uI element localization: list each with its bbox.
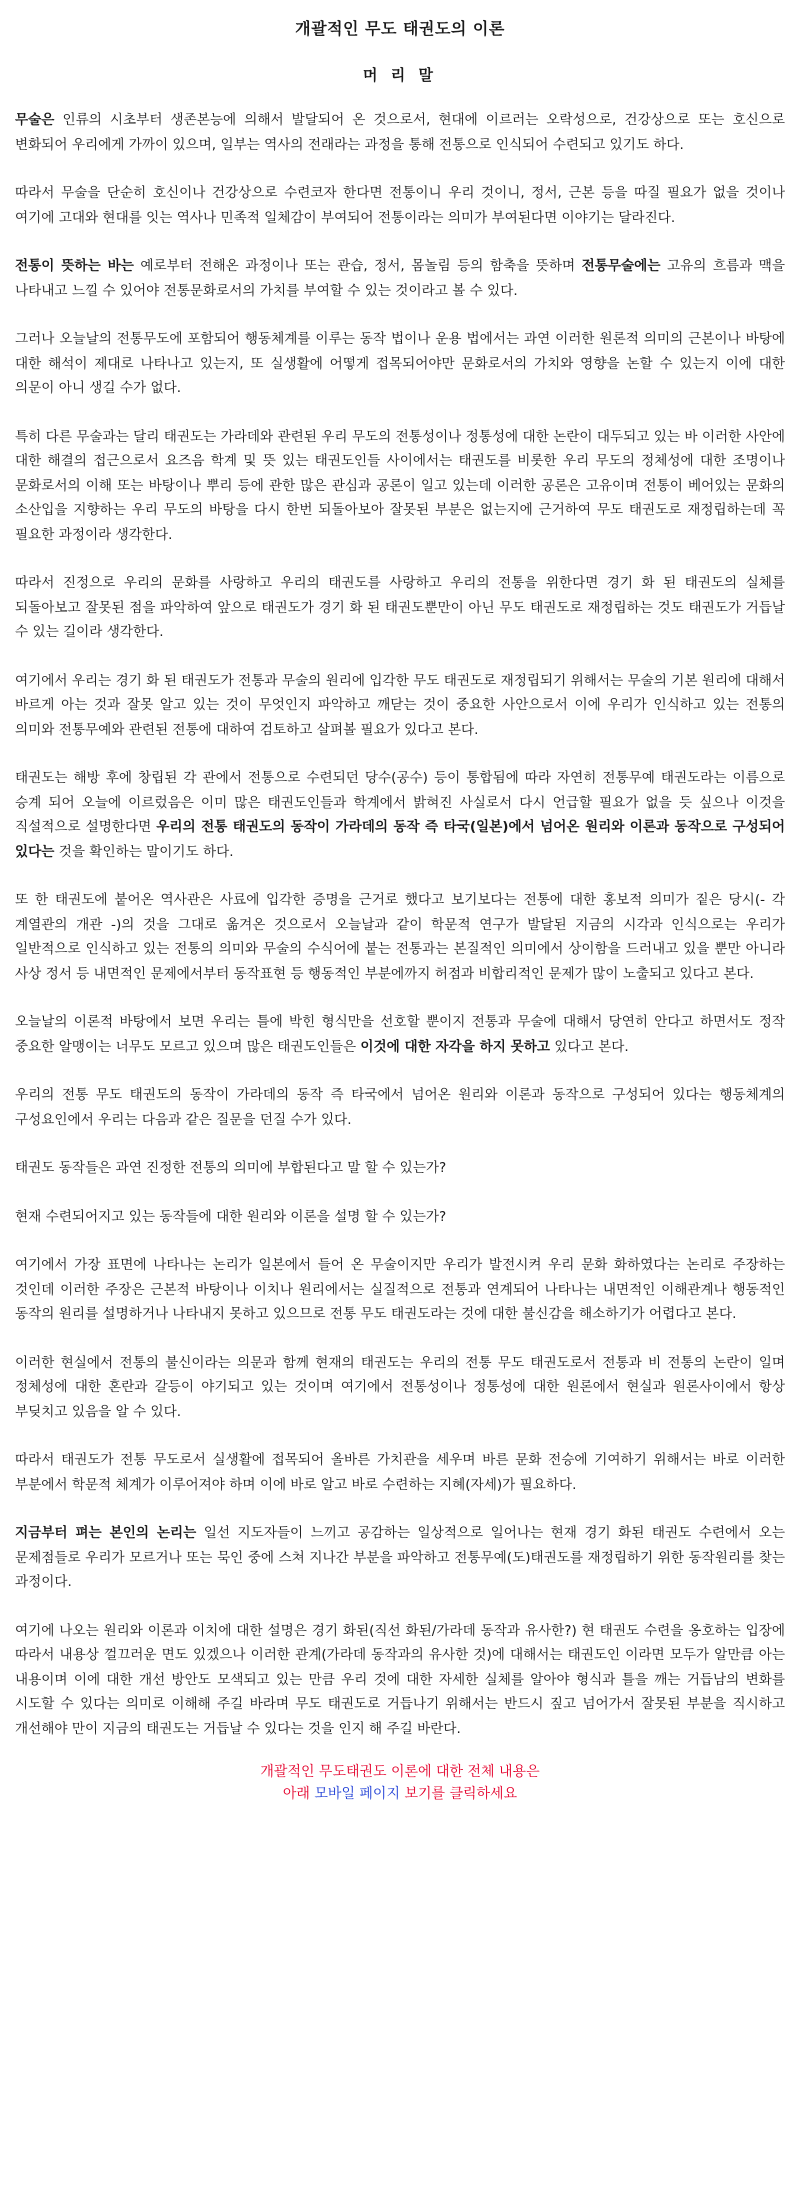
- paragraph-18: [15, 1619, 785, 1742]
- mobile-page-link[interactable]: 모바일 페이지: [314, 1786, 400, 1802]
- paragraph-1: [15, 108, 785, 157]
- paragraph-9: [15, 888, 785, 986]
- paragraph-3: [15, 254, 785, 303]
- paragraph-8-text-1: 태권도는 해방 후에 창립된 각 관에서 전통으로 수련되던 당수(공수) 등이 통합됨에 따라 자연히 전통무예 태권도라는 이름으로 승계 되어 오늘에 이르렀음은 이미 많은 태권도인들과 학계에서 밝혀진 사실로서 다시 언급할 필요가 없을 듯 싶으나 이것을 직설적으로 설명한다면: [15, 770, 785, 835]
- paragraph-16-text: 따라서 태권도가 전통 무도로서 실생활에 접목되어 올바른 가치관을 세우며 바른 문화 전승에 기여하기 위해서는 바로 이러한 부분에서 학문적 체계가 이루어져야 하며 이에 바로 알고 바로 수련하는 지혜(자세)가 필요하다.: [15, 1452, 785, 1493]
- paragraph-3-emphasis-2: 전통무술에는: [581, 258, 661, 274]
- paragraph-16: [15, 1448, 785, 1497]
- paragraph-8-emphasis: 우리의 전통 태권도의 동작이 가라데의 동작 즉 타국(일본)에서 넘어온 원리와 이론과 동작으로 구성되어 있다는: [15, 819, 785, 860]
- paragraph-5: [15, 425, 785, 548]
- paragraph-2: [15, 181, 785, 230]
- paragraph-1-text: 인류의 시초부터 생존본능에 의해서 발달되어 온 것으로서, 현대에 이르러는 오락성으로, 건강상으로 또는 호신으로 변화되어 우리에게 가까이 있으며, 일부는 역사의 전래라는 과정을 통해 전통으로 인식되어 수련되고 있기도 하다.: [15, 112, 785, 153]
- paragraph-8: [15, 766, 785, 864]
- paragraph-17-emphasis: 지금부터 펴는 본인의 논리는: [15, 1525, 197, 1541]
- paragraph-9-text: 또 한 태권도에 붙어온 역사관은 사료에 입각한 증명을 근거로 했다고 보기보다는 전통에 대한 홍보적 의미가 짙은 당시(- 각 계열관의 개관 -)의 것을 그대로 옮겨온 것으로서 오늘날과 같이 학문적 연구가 발달된 지금의 시각과 인식으로는 우리가 일반적으로 인식하고 있는 전통의 의미와 무술의 수식어에 붙는 전통과는 본질적인 의미에서 상이함을 드러내고 있을 뿐만 아니라 사상 정서 등 내면적인 문제에서부터 동작표현 등 행동적인 부분에까지 허점과 비합리적인 문제가 많이 노출되고 있다고 본다.: [15, 892, 785, 982]
- paragraph-17: [15, 1521, 785, 1595]
- paragraph-4: [15, 327, 785, 401]
- paragraph-10-text-2: 있다고 본다.: [550, 1038, 629, 1055]
- paragraph-11-text: 우리의 전통 무도 태권도의 동작이 가라데의 동작 즉 타국에서 넘어온 원리와 이론과 동작으로 구성되어 있다는 행동체계의 구성요인에서 우리는 다음과 같은 질문을 던질 수가 있다.: [15, 1087, 785, 1128]
- paragraph-3-text-2: 고유의 흐름과 맥을 나타내고 느낄 수 있어야 전통문화로서의 가치를 부여할 수 있는 것이라고 볼 수 있다.: [15, 258, 785, 299]
- paragraph-17-text: 일선 지도자들이 느끼고 공감하는 일상적으로 일어나는 현재 경기 화된 태권도 수련에서 오는 문제점들로 우리가 모르거나 또는 묵인 중에 스쳐 지나간 부분을 파악하고 전통무예(도)태권도를 재정립하기 위한 동작원리를 찾는 과정이다.: [15, 1525, 785, 1590]
- footer-line-1: 개괄적인 무도태권도 이론에 대한 전체 내용은: [260, 1764, 540, 1780]
- paragraph-11: [15, 1083, 785, 1132]
- page-title: 개괄적인 무도 태권도의 이론: [295, 19, 505, 38]
- paragraph-14: [15, 1253, 785, 1327]
- footer-line-2-prefix: 아래: [282, 1786, 315, 1802]
- preface-heading: 머 리 말: [363, 66, 437, 84]
- question-1: [15, 1156, 785, 1181]
- paragraph-18-text: 여기에 나오는 원리와 이론과 이치에 대한 설명은 경기 화된(직선 화된/가라데 동작과 유사한?) 현 태권도 수련을 옹호하는 입장에 따라서 내용상 껄끄러운 면도 있겠으나 이러한 관계(가라데 동작과의 유사한 것)에 대해서는 태권도인 이라면 모두가 알만큼 아는 내용이며 이에 대한 개선 방안도 모색되고 있는 만큼 우리 것에 대한 자세한 실체를 알아야 형식과 틀을 깨는 거듭남의 변화를 시도할 수 있다는 의미로 이해해 주길 바라며 무도 태권도로 거듭나기 위해서는 반드시 짚고 넘어가서 잘못된 부분을 직시하고 개선해야 만이 지금의 태권도는 거듭날 수 있다는 것을 인지 해 주길 바란다.: [15, 1622, 785, 1737]
- footer-notice: [15, 1761, 785, 1805]
- paragraph-1-emphasis: 무술은: [15, 112, 55, 128]
- paragraph-3-text-1: 예로부터 전해온 과정이나 또는 관습, 정서, 몸놀림 등의 함축을 뜻하며: [133, 258, 582, 274]
- paragraph-6-text: 따라서 진정으로 우리의 문화를 사랑하고 우리의 태권도를 사랑하고 우리의 전통을 위한다면 경기 화 된 태권도의 실체를 되돌아보고 잘못된 점을 파악하여 앞으로 태권도가 경기 화 된 태권도뿐만이 아닌 무도 태권도로 재정립하는 것도 태권도가 거듭날 수 있는 길이라 생각한다.: [15, 575, 785, 640]
- question-2: [15, 1205, 785, 1230]
- footer-line-2: [15, 1783, 785, 1805]
- paragraph-4-text: 그러나 오늘날의 전통무도에 포함되어 행동체계를 이루는 동작 법이나 운용 법에서는 과연 이러한 원론적 의미의 근본이나 바탕에 대한 해석이 제대로 나타나고 있는지, 또 실생활에 어떻게 접목되어야만 문화로서의 가치와 영향을 논할 수 있는지 이에 대한 의문이 아니 생길 수가 없다.: [15, 331, 785, 396]
- question-1-text: 태권도 동작들은 과연 진정한 전통의 의미에 부합된다고 말 할 수 있는가?: [15, 1160, 447, 1176]
- paragraph-7: [15, 669, 785, 743]
- paragraph-3-emphasis-1: 전통이 뜻하는 바는: [15, 258, 134, 274]
- paragraph-15-text: 이러한 현실에서 전통의 불신이라는 의문과 함께 현재의 태권도는 우리의 전통 무도 태권도로서 전통과 비 전통의 논란이 일며 정체성에 대한 혼란과 갈등이 야기되고 있는 것이며 여기에서 전통성이나 정통성에 대한 원론에서 현실과 원론사이에서 항상 부딪치고 있음을 알 수 있다.: [15, 1354, 785, 1420]
- paragraph-10: [15, 1010, 785, 1059]
- paragraph-5-text: 특히 다른 무술과는 달리 태권도는 가라데와 관련된 우리 무도의 전통성이나 정통성에 대한 논란이 대두되고 있는 바 이러한 사안에 대한 해결의 접근으로서 요즈음 학계 및 뜻 있는 태권도인들 사이에서는 태권도를 비롯한 우리 무도의 정체성에 대한 조명이나 문화로서의 이해 또는 바탕이나 뿌리 등에 관한 많은 관심과 공론이 일고 있는데 이러한 공론은 고유이며 전통이 베어있는 문화의 소산입을 지향하는 우리 무도의 바탕을 다시 한번 되돌아보아 잘못된 부분은 없는지에 근거하여 무도 태권도로 재정립하는데 꼭 필요한 과정이라 생각한다.: [15, 428, 785, 543]
- paragraph-15: [15, 1351, 785, 1425]
- footer-line-2-suffix: 보기를 클릭하세요: [400, 1786, 518, 1802]
- paragraph-10-text-1: 오늘날의 이론적 바탕에서 보면 우리는 틀에 박힌 형식만을 선호할 뿐이지 전통과 무술에 대해서 당연히 안다고 하면서도 정작 중요한 알맹이는 너무도 모르고 있으며 많은 태권도인들은: [15, 1014, 785, 1055]
- paragraph-6: [15, 571, 785, 645]
- paragraph-14-text: 여기에서 가장 표면에 나타나는 논리가 일본에서 들어 온 무술이지만 우리가 발전시켜 우리 문화 화하였다는 논리로 주장하는 것인데 이러한 주장은 근본적 바탕이나 이치나 원리에서는 실질적으로 전통과 연계되어 나타나는 내면적인 이해관계나 행동적인 동작의 원리를 설명하거나 나타내지 못하고 있으므로 전통 무도 태권도라는 것에 대한 불신감을 해소하기가 어렵다고 본다.: [15, 1257, 785, 1322]
- paragraph-2-text: 따라서 무술을 단순히 호신이나 건강상으로 수련코자 한다면 전통이니 우리 것이니, 정서, 근본 등을 따질 필요가 없을 것이나 여기에 고대와 현대를 잇는 역사나 민족적 일체감이 부여되어 전통이라는 의미가 부여된다면 이야기는 달라진다.: [15, 185, 785, 226]
- paragraph-7-text: 여기에서 우리는 경기 화 된 태권도가 전통과 무술의 원리에 입각한 무도 태권도로 재정립되기 위해서는 무술의 기본 원리에 대해서 바르게 아는 것과 잘못 알고 있는 것이 무엇인지 파악하고 깨닫는 것이 중요한 사안으로서 이에 우리가 인식하고 있는 전통의 의미와 전통무예와 관련된 전통에 대하여 검토하고 살펴볼 필요가 있다고 본다.: [15, 672, 785, 738]
- question-2-text: 현재 수련되어지고 있는 동작들에 대한 원리와 이론을 설명 할 수 있는가?: [15, 1208, 447, 1225]
- paragraph-8-text-2: 것을 확인하는 말이기도 하다.: [54, 843, 234, 860]
- paragraph-10-emphasis: 이것에 대한 자각을 하지 못하고: [360, 1038, 551, 1055]
